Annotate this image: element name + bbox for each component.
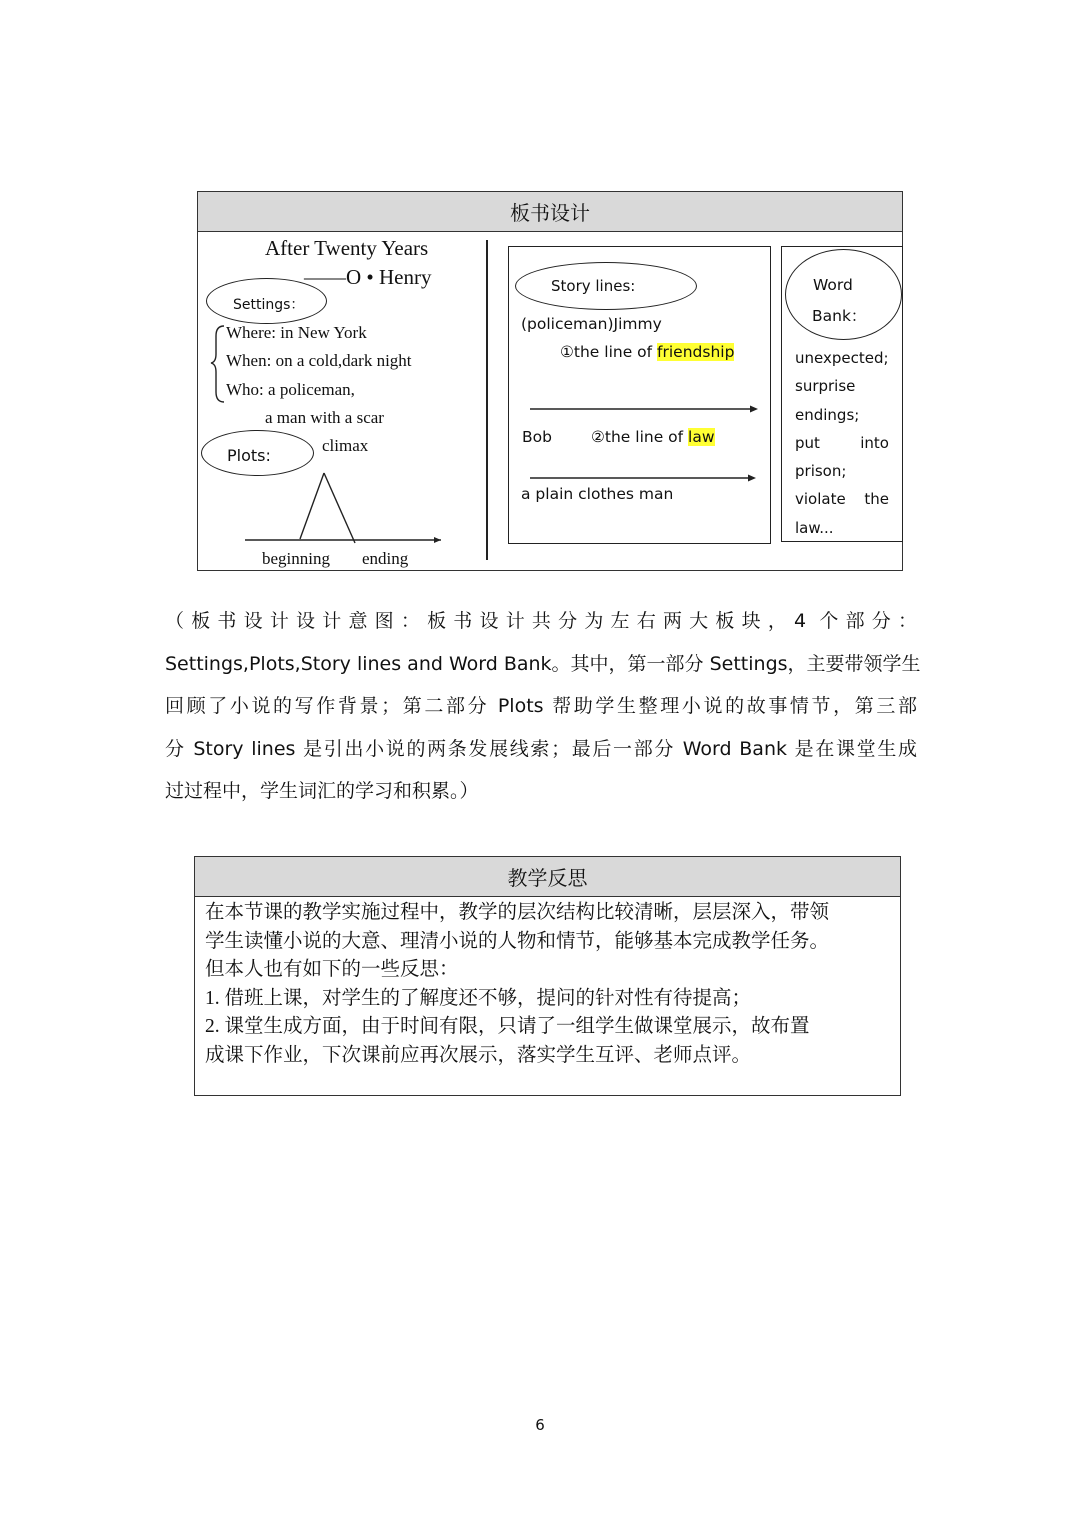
settings-brace bbox=[210, 324, 226, 404]
page-number: 6 bbox=[535, 1416, 545, 1434]
story-bob: Bob bbox=[522, 428, 552, 446]
law-highlight: law bbox=[688, 428, 715, 446]
reflection-line: 但本人也有如下的一些反思： bbox=[205, 959, 459, 980]
paragraph-line: （板书设计设计意图：板书设计共分为左右两大板块，4 个部分： bbox=[165, 610, 917, 632]
paragraph-line: 回顾了小说的写作背景；第二部分 Plots 帮助学生整理小说的故事情节，第三部 bbox=[165, 695, 917, 717]
paragraph-line: 分 Story lines 是引出小说的两条发展线索；最后一部分 Word Bank 是在课堂生成 bbox=[165, 737, 917, 760]
story-line-2-text: ②the line of bbox=[591, 428, 689, 446]
settings-label: Settings： bbox=[233, 297, 305, 313]
story-plain-clothes: a plain clothes man bbox=[521, 485, 674, 503]
reflection-line: 成课下作业，下次课前应再次展示，落实学生互评、老师点评。 bbox=[205, 1044, 752, 1066]
design-intent-paragraph bbox=[165, 600, 921, 813]
board-design-table bbox=[197, 191, 903, 571]
plots-label: Plots: bbox=[227, 446, 271, 465]
word-bank-item: put into bbox=[795, 433, 889, 452]
word-bank-item: unexpected; bbox=[795, 349, 889, 367]
word-bank-oval bbox=[785, 249, 902, 340]
word-bank-list bbox=[795, 344, 889, 542]
board-divider bbox=[486, 240, 488, 560]
story-title: After Twenty Years bbox=[265, 236, 429, 260]
story-arrow-1 bbox=[528, 402, 760, 416]
setting-who-2: a man with a scar bbox=[265, 408, 384, 427]
board-design-header: 板书设计 bbox=[198, 192, 902, 232]
story-line-law bbox=[591, 428, 715, 446]
reflection-line: 学生读懂小说的大意、理清小说的人物和情节，能够基本完成教学任务。 bbox=[205, 930, 830, 952]
plot-climax: climax bbox=[322, 436, 369, 455]
word-bank-item: surprise bbox=[795, 377, 856, 396]
story-policeman: (policeman)Jimmy bbox=[521, 315, 662, 333]
word-bank-item: endings; bbox=[795, 405, 860, 424]
setting-who: Who: a policeman, bbox=[226, 380, 355, 399]
word-bank-item: violate the bbox=[795, 490, 889, 509]
story-arrow-2 bbox=[528, 471, 760, 485]
word-bank-label-1: Word bbox=[813, 276, 853, 294]
story-line-1-text: ①the line of bbox=[560, 343, 658, 361]
plot-beginning: beginning bbox=[262, 549, 330, 568]
plot-diagram bbox=[238, 467, 453, 552]
story-author: ——O • Henry bbox=[304, 265, 432, 289]
friendship-highlight: friendship bbox=[657, 343, 735, 361]
word-bank-item: prison; bbox=[795, 462, 847, 481]
setting-where: Where: in New York bbox=[226, 323, 367, 342]
story-lines-label: Story lines: bbox=[551, 277, 636, 295]
word-bank-item: law... bbox=[795, 518, 834, 537]
teaching-reflection-header: 教学反思 bbox=[195, 857, 900, 897]
teaching-reflection-table bbox=[194, 856, 901, 1096]
setting-when: When: on a cold,dark night bbox=[226, 351, 412, 370]
plot-ending: ending bbox=[362, 549, 409, 568]
teaching-reflection-body bbox=[205, 899, 891, 1070]
reflection-line: 2. 课堂生成方面，由于时间有限，只请了一组学生做课堂展示，故布置 bbox=[205, 1016, 810, 1037]
reflection-line: 1. 借班上课，对学生的了解度还不够，提问的针对性有待提高； bbox=[205, 987, 752, 1009]
paragraph-line: Settings,Plots,Story lines and Word Bank。其中，第一部分 Settings，主要带领学生 bbox=[165, 652, 921, 675]
word-bank-label-2: Bank： bbox=[812, 307, 867, 325]
story-line-friendship bbox=[560, 343, 734, 361]
reflection-line: 在本节课的教学实施过程中，教学的层次结构比较清晰，层层深入，带领 bbox=[205, 902, 830, 923]
paragraph-line: 过过程中，学生词汇的学习和积累。） bbox=[165, 780, 479, 802]
